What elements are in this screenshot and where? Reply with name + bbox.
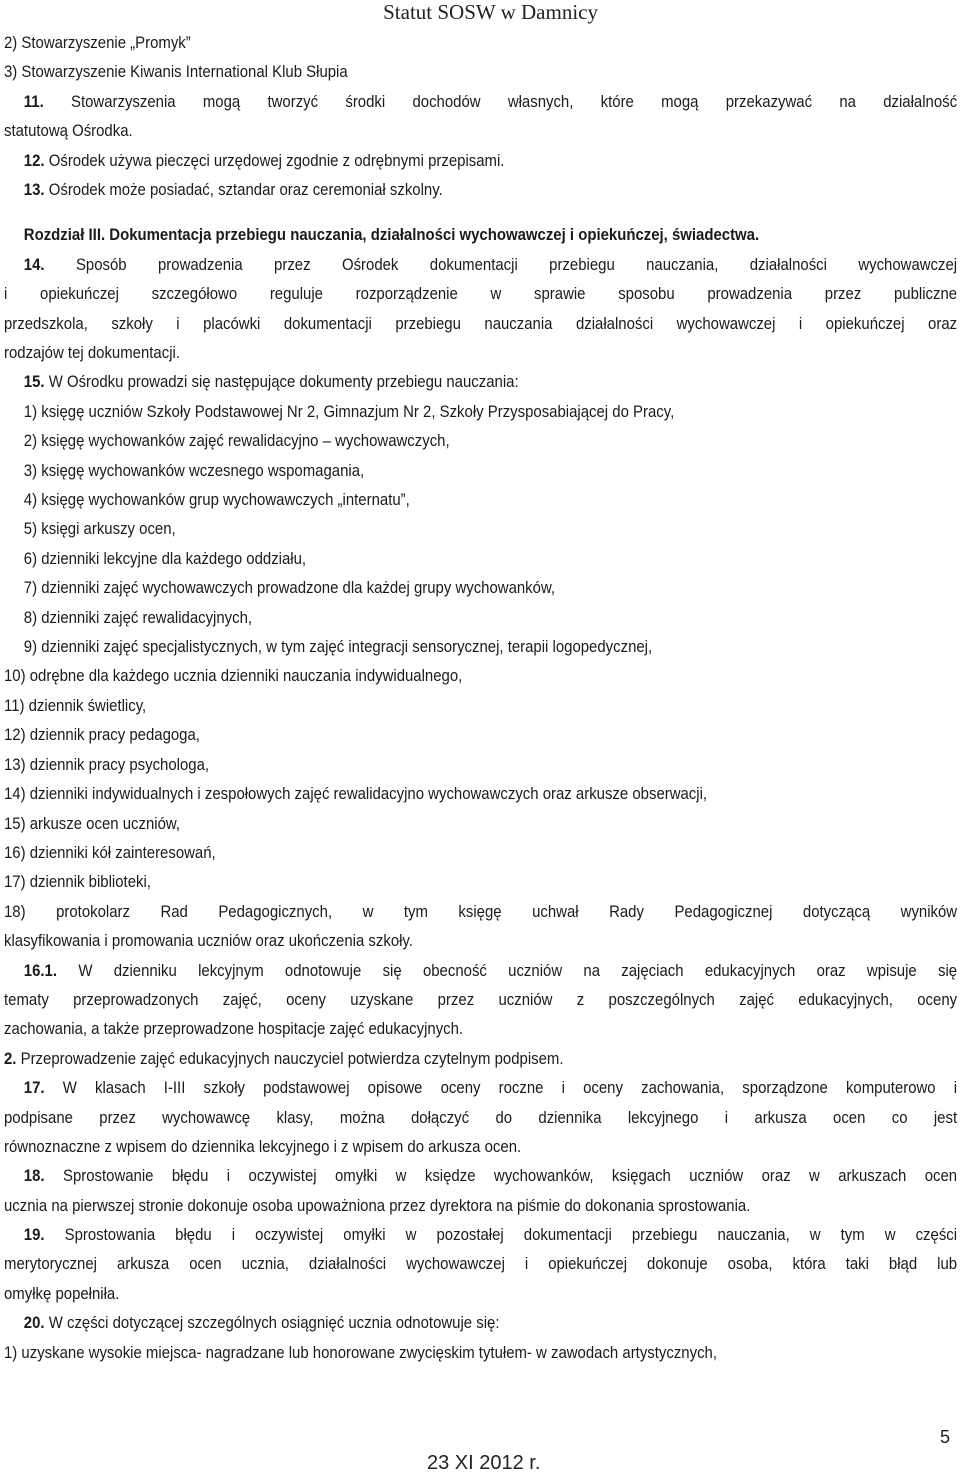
paragraph-text: Ośrodek używa pieczęci urzędowej zgodnie z odrębnymi przepisami.	[48, 150, 505, 170]
list-item: 2) księgę wychowanków zajęć rewalidacyjno – wychowawczych,	[23, 431, 450, 451]
document-body	[4, 28, 957, 1367]
paragraph-text: W dzienniku lekcyjnym odnotowuje się obecność uczniów na zajęciach edukacyjnych oraz wpisuje się	[78, 960, 958, 980]
list-item: 9) dzienniki zajęć specjalistycznych, w tym zajęć integracji sensorycznej, terapii logopedycznej,	[23, 637, 653, 657]
chapter-title: Dokumentacja przebiegu nauczania, działalności wychowawczej i opiekuńczej, świadectwa.	[109, 225, 760, 245]
paragraph-number: 2.	[4, 1048, 17, 1068]
paragraph-text: Przeprowadzenie zajęć edukacyjnych nauczyciel potwierdza czytelnym podpisem.	[20, 1048, 564, 1068]
paragraph-number: 16.1.	[23, 960, 58, 980]
paragraph-11	[4, 87, 957, 116]
paragraph-line: przedszkola, szkoły i placówki dokumentacji przebiegu nauczania działalności wychowawczej i opiekuńczej oraz	[4, 313, 958, 333]
paragraph-number: 14.	[23, 254, 45, 274]
list-item: 2) Stowarzyszenie „Promyk”	[4, 33, 191, 52]
paragraph-13	[4, 175, 957, 204]
paragraph-number: 20.	[23, 1313, 45, 1333]
paragraph-number: 18.	[23, 1166, 45, 1186]
list-item: 1) księgę uczniów Szkoły Podstawowej Nr 2, Gimnazjum Nr 2, Szkoły Przysposabiającej do Pracy,	[23, 401, 675, 421]
list-item: 18) protokolarz Rad Pedagogicznych, w tym księgę uchwał Rady Pedagogicznej dotyczącą wyników	[4, 901, 958, 921]
list-item-continued: klasyfikowania i promowania uczniów oraz ukończenia szkoły.	[4, 931, 413, 951]
paragraph-line: zachowania, a także przeprowadzone hospitacje zajęć edukacyjnych.	[4, 1019, 464, 1039]
list-item: 15) arkusze ocen uczniów,	[4, 813, 180, 833]
paragraph-number: 15.	[23, 372, 45, 392]
paragraph-line: rodzajów tej dokumentacji.	[4, 343, 180, 362]
paragraph-16-2	[4, 1044, 957, 1073]
list-item: 8) dzienniki zajęć rewalidacyjnych,	[23, 607, 253, 627]
paragraph-line: ucznia na pierwszej stronie dokonuje osoba upoważniona przez dyrektora na piśmie do dokonania sprostowania.	[4, 1195, 751, 1215]
paragraph-text: W Ośrodku prowadzi się następujące dokumenty przebiegu nauczania:	[48, 372, 519, 392]
paragraph-line: omyłkę popełniła.	[4, 1283, 120, 1303]
list-item: 11) dziennik świetlicy,	[4, 695, 147, 715]
paragraph-line: tematy przeprowadzonych zajęć, oceny uzyskane przez uczniów z poszczególnych zajęć edukacyjnych, oceny	[4, 989, 958, 1009]
paragraph-20	[4, 1308, 957, 1337]
list-item: 13) dziennik pracy psychologa,	[4, 754, 210, 774]
paragraph-number: 11.	[23, 91, 44, 111]
paragraph-17	[4, 1073, 957, 1102]
paragraph-text: Sprostowania błędu i oczywistej omyłki w pozostałej dokumentacji przebiegu nauczania, w tym w części	[64, 1225, 958, 1245]
paragraph-line: i opiekuńczej szczegółowo reguluje rozporządzenie w sprawie sposobu prowadzenia przez publiczne	[4, 284, 958, 304]
list-item: 10) odrębne dla każdego ucznia dzienniki nauczania indywidualnego,	[4, 666, 463, 686]
list-item: 12) dziennik pracy pedagoga,	[4, 725, 200, 745]
paragraph-12	[4, 146, 957, 175]
paragraph-14	[4, 250, 957, 279]
paragraph-text: W klasach I-III szkoły podstawowej opisowe oceny roczne i oceny zachowania, sporządzone komputerowo i	[62, 1078, 958, 1098]
paragraph-text: Stowarzyszenia mogą tworzyć środki dochodów własnych, które mogą przekazywać na działalność	[71, 91, 958, 111]
paragraph-15	[4, 367, 957, 396]
list-item: 4) księgę wychowanków grup wychowawczych „internatu”,	[23, 490, 410, 510]
paragraph-number: 19.	[23, 1225, 45, 1245]
paragraph-line: równoznaczne z wpisem do dziennika lekcyjnego i z wpisem do arkusza ocen.	[4, 1136, 522, 1156]
paragraph-11-continued: statutową Ośrodka.	[4, 121, 133, 141]
list-item: 6) dzienniki lekcyjne dla każdego oddziału,	[23, 548, 307, 568]
paragraph-line: merytorycznej arkusza ocen ucznia, działalności wychowawczej i opiekuńczej dokonuje osoba, która taki błąd lub	[4, 1254, 958, 1274]
paragraph-16	[4, 956, 957, 985]
chapter-heading	[4, 220, 957, 249]
paragraph-text: Ośrodek może posiadać, sztandar oraz ceremoniał szkolny.	[48, 180, 443, 200]
paragraph-number: 12.	[23, 150, 45, 170]
list-item: 3) księgę wychowanków wczesnego wspomagania,	[23, 460, 365, 480]
paragraph-line: podpisane przez wychowawcę klasy, można dołączyć do dziennika lekcyjnego i arkusza ocen co jest	[4, 1107, 958, 1127]
list-item: 17) dziennik biblioteki,	[4, 872, 151, 892]
chapter-label: Rozdział III.	[23, 225, 106, 245]
list-item: 1) uzyskane wysokie miejsca- nagradzane lub honorowane zwycięskim tytułem- w zawodach artystycznych,	[4, 1342, 718, 1362]
page-number: 5	[939, 1427, 950, 1447]
document-header: Statut SOSW w Damnicy	[383, 0, 598, 24]
paragraph-19	[4, 1220, 957, 1249]
paragraph-number: 17.	[23, 1078, 45, 1098]
list-item: 14) dzienniki indywidualnych i zespołowych zajęć rewalidacyjno wychowawczych oraz arkusze obserwacji,	[4, 784, 708, 804]
paragraph-text: Sprostowanie błędu i oczywistej omyłki w księdze wychowanków, księgach uczniów oraz w arkuszach ocen	[62, 1166, 958, 1186]
footer-date: 23 XI 2012 r.	[427, 1452, 541, 1474]
paragraph-text: Sposób prowadzenia przez Ośrodek dokumentacji przebiegu nauczania, działalności wychowawczej	[75, 254, 958, 274]
list-item: 3) Stowarzyszenie Kiwanis International Klub Słupia	[4, 62, 348, 82]
list-item: 16) dzienniki kół zainteresowań,	[4, 842, 216, 862]
list-item: 5) księgi arkuszy ocen,	[23, 519, 176, 539]
paragraph-18	[4, 1161, 957, 1190]
list-item: 7) dzienniki zajęć wychowawczych prowadzone dla każdej grupy wychowanków,	[23, 578, 556, 598]
paragraph-number: 13.	[23, 180, 45, 200]
paragraph-text: W części dotyczącej szczególnych osiągnięć ucznia odnotowuje się:	[48, 1313, 500, 1333]
